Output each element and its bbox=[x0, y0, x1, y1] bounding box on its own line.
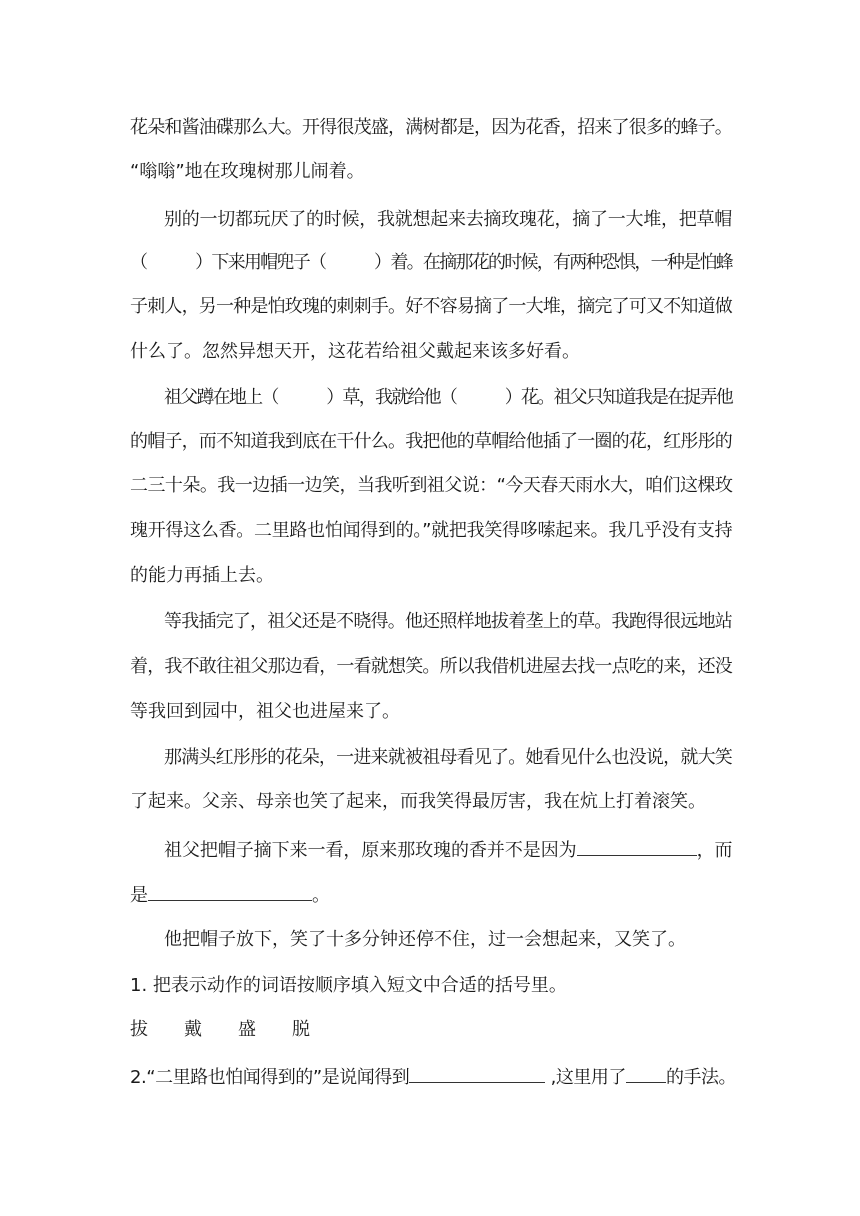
question-2 bbox=[130, 1064, 736, 1090]
paragraph-line: 二三十朵。我一边插一边笑，当我听到祖父说：“今天春天雨水大，咱们这棵玫 bbox=[130, 475, 733, 496]
paragraph-line: 着，我不敢往祖父那边看，一看就想笑。所以我借机进屋去找一点吃的来，还没 bbox=[130, 656, 732, 677]
paragraph-line: 他把帽子放下，笑了十多分钟还停不住，过一会想起来，又笑了。 bbox=[164, 929, 686, 950]
text-segment: 祖父把帽子摘下来一看，原来那玫瑰的香并不是因为 bbox=[164, 840, 577, 861]
paragraph-line: 那满头红彤彤的花朵，一进来就被祖母看见了。她看见什么也没说，就大笑 bbox=[164, 747, 732, 768]
paragraph-line: （ ）下来用帽兜子（ ）着。在摘那花的时候，有两种恐惧，一种是怕蜂 bbox=[130, 252, 732, 273]
text-segment: ，而 bbox=[696, 840, 733, 861]
paragraph-line: 子刺人，另一种是怕玫瑰的刺刺手。好不容易摘了一大堆，摘完了可又不知道做 bbox=[130, 296, 732, 317]
answer-blank[interactable] bbox=[626, 1064, 666, 1083]
word-options: 拔 戴 盛 脱 bbox=[130, 1019, 310, 1040]
answer-blank[interactable] bbox=[409, 1064, 545, 1083]
paragraph-line: “嗡嗡”地在玫瑰树那儿闹着。 bbox=[130, 161, 365, 182]
text-segment: 2.“二里路也怕闻得到的”是说闻得到 bbox=[130, 1067, 410, 1088]
paragraph-line: 花朵和酱油碟那么大。开得很茂盛，满树都是，因为花香，招来了很多的蜂子。 bbox=[130, 117, 732, 138]
text-segment: ,这里用了 bbox=[545, 1067, 626, 1088]
paragraph-line: 什么了。忽然异想天开，这花若给祖父戴起来该多好看。 bbox=[130, 341, 580, 362]
paragraph-line: 瑰开得这么香。二里路也怕闻得到的。”就把我笑得哆嗦起来。我几乎没有支持 bbox=[130, 520, 733, 541]
paragraph-line: 祖父蹲在地上（ ）草，我就给他（ ）花。祖父只知道我是在捉弄他 bbox=[164, 387, 732, 408]
text-segment: 。 bbox=[312, 885, 330, 906]
paragraph-line: 了起来。父亲、母亲也笑了起来，而我笑得最厉害，我在炕上打着滚笑。 bbox=[130, 791, 706, 812]
text-segment: 是 bbox=[130, 885, 148, 906]
question-1: 1. 把表示动作的词语按顺序填入短文中合适的括号里。 bbox=[130, 975, 567, 996]
paragraph-line: 别的一切都玩厌了的时候，我就想起来去摘玫瑰花，摘了一大堆，把草帽 bbox=[164, 209, 732, 230]
paragraph-line-with-blank bbox=[130, 882, 330, 908]
paragraph-line: 的能力再插上去。 bbox=[130, 565, 274, 586]
answer-blank[interactable] bbox=[148, 882, 312, 901]
text-segment: 的手法。 bbox=[665, 1067, 737, 1088]
paragraph-line-with-blank bbox=[164, 837, 733, 863]
paragraph-line: 的帽子，而不知道我到底在干什么。我把他的草帽给他插了一圈的花，红彤彤的 bbox=[130, 431, 732, 452]
paragraph-line: 等我插完了，祖父还是不晓得。他还照样地拔着垄上的草。我跑得很远地站 bbox=[164, 611, 732, 632]
answer-blank[interactable] bbox=[577, 837, 697, 856]
paragraph-line: 等我回到园中，祖父也进屋来了。 bbox=[130, 701, 400, 722]
